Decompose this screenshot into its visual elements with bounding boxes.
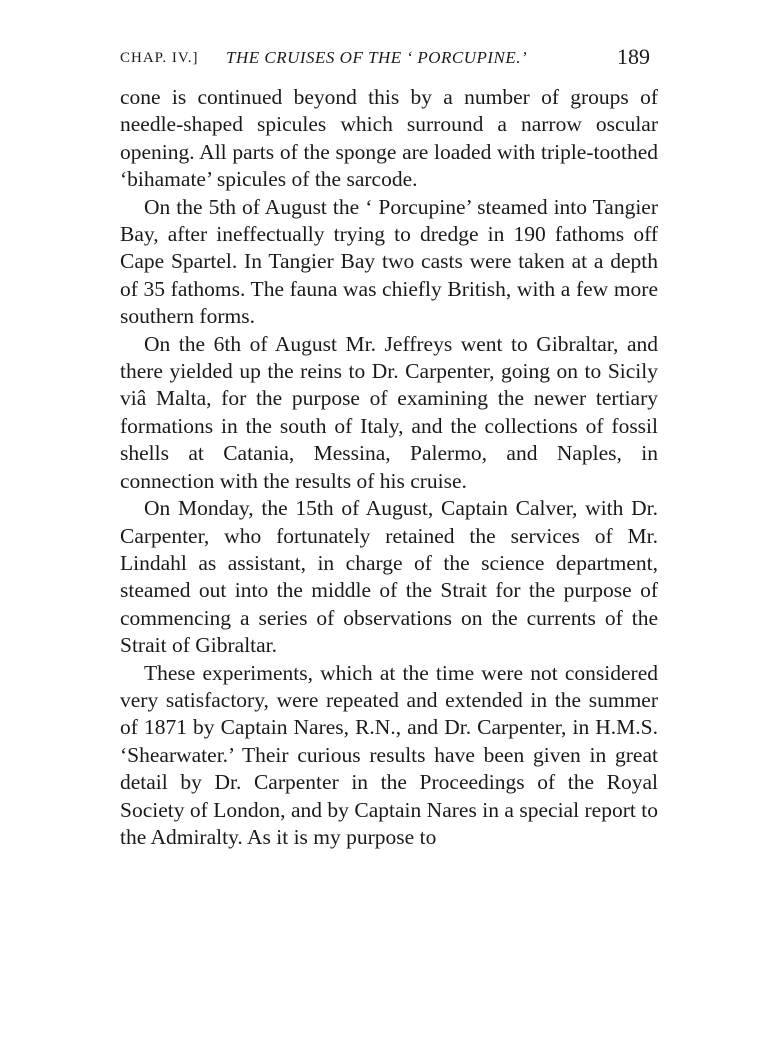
paragraph-tangier-bay: On the 5th of August the ‘ Porcupine’ steamed into Tangier Bay, after ineffectually trying to dredge in 190 fathoms off Cape Spartel. In Tangier Bay two casts were taken at a depth of 35 fathoms. The fauna was chiefly British, with a few more southern forms. bbox=[120, 194, 658, 329]
paragraph-shearwater-experiments: These experiments, which at the time were not considered very satisfactory, were repeated and extended in the summer of 1871 by Captain Nares, R.N., and Dr. Carpenter, in H.M.S. ‘Shearwater.’ Their curious results have been given in great detail by Dr. Carpenter in the Proceedings of the Royal Society of London, and by Captain Nares in a special report to the Admiralty. As it is my purpose to bbox=[120, 660, 658, 849]
paragraph-strait-observations: On Monday, the 15th of August, Captain Calver, with Dr. Carpenter, who fortunately retained the services of Mr. Lindahl as assistant, in charge of the science department, steamed out into the middle of the Strait for the purpose of commencing a series of observations on the currents of the Strait of Gibraltar. bbox=[120, 496, 658, 658]
body-text bbox=[120, 84, 658, 851]
paragraph-jeffreys-gibraltar: On the 6th of August Mr. Jeffreys went to Gibraltar, and there yielded up the reins to Dr. Carpenter, going on to Sicily viâ Malta, for the purpose of examining the newer tertiary formations in the south of Italy, and the collections of fossil shells at Catania, Messina, Palermo, and Naples, in connection with the results of his cruise. bbox=[120, 331, 658, 493]
paragraph-continuation: cone is continued beyond this by a number of groups of needle-shaped spicules which surround a narrow oscular opening. All parts of the sponge are loaded with triple-toothed ‘bihamate’ spicules of the sarcode. bbox=[120, 85, 658, 192]
page-number: 189 bbox=[617, 44, 650, 69]
running-head bbox=[120, 44, 658, 74]
running-title: THE CRUISES OF THE ‘ PORCUPINE.’ bbox=[226, 48, 528, 67]
chapter-label: CHAP. IV.] bbox=[120, 50, 199, 66]
